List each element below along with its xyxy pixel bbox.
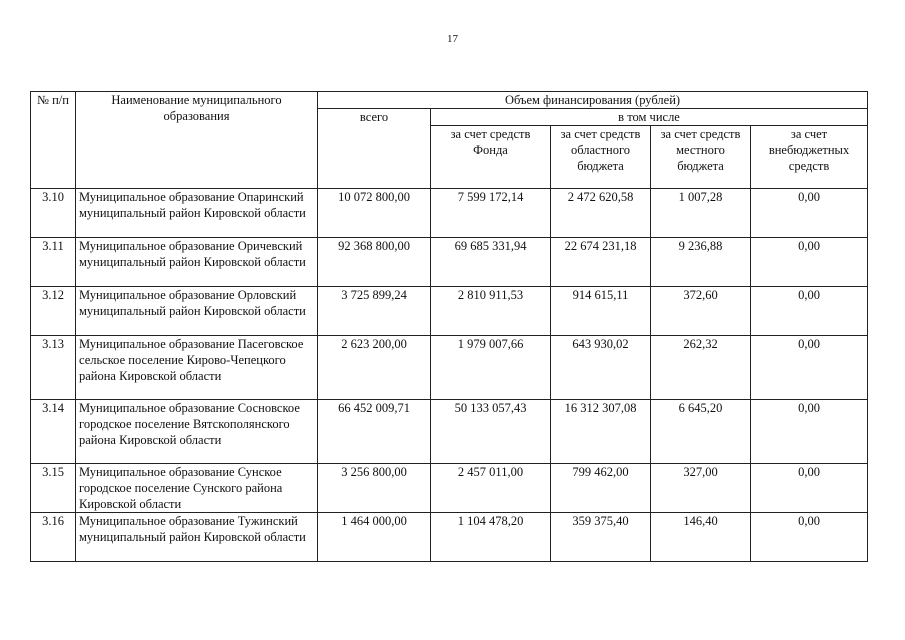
header-num: № п/п <box>31 92 76 189</box>
financing-table <box>30 91 868 562</box>
page-number: 17 <box>447 33 458 45</box>
header-including: в том числе <box>431 109 868 126</box>
row-name: Муниципальное образование Тужинский муниципальный район Кировской области <box>76 513 318 562</box>
row-regional: 914 615,11 <box>551 287 651 336</box>
header-fund: за счет средств Фонда <box>431 126 551 189</box>
row-total: 3 256 800,00 <box>318 464 431 513</box>
row-extra: 0,00 <box>751 336 868 400</box>
row-name: Муниципальное образование Оричевский муниципальный район Кировской области <box>76 238 318 287</box>
table-row <box>31 464 868 513</box>
row-extra: 0,00 <box>751 464 868 513</box>
header-total: всего <box>318 109 431 189</box>
row-name: Муниципальное образование Сосновское городское поселение Вятскополянского района Кировской области <box>76 400 318 464</box>
row-num: 3.15 <box>31 464 76 513</box>
header-funding: Объем финансирования (рублей) <box>318 92 868 109</box>
row-fund: 1 104 478,20 <box>431 513 551 562</box>
table-row <box>31 189 868 238</box>
row-local: 262,32 <box>651 336 751 400</box>
row-name: Муниципальное образование Опаринский муниципальный район Кировской области <box>76 189 318 238</box>
row-extra: 0,00 <box>751 400 868 464</box>
row-regional: 359 375,40 <box>551 513 651 562</box>
row-local: 146,40 <box>651 513 751 562</box>
row-fund: 7 599 172,14 <box>431 189 551 238</box>
row-name: Муниципальное образование Орловский муниципальный район Кировской области <box>76 287 318 336</box>
row-regional: 643 930,02 <box>551 336 651 400</box>
row-total: 1 464 000,00 <box>318 513 431 562</box>
row-total: 10 072 800,00 <box>318 189 431 238</box>
row-num: 3.10 <box>31 189 76 238</box>
row-fund: 1 979 007,66 <box>431 336 551 400</box>
row-fund: 2 457 011,00 <box>431 464 551 513</box>
row-regional: 2 472 620,58 <box>551 189 651 238</box>
row-fund: 50 133 057,43 <box>431 400 551 464</box>
row-num: 3.16 <box>31 513 76 562</box>
row-total: 2 623 200,00 <box>318 336 431 400</box>
header-local: за счет средств местного бюджета <box>651 126 751 189</box>
row-name: Муниципальное образование Сунское городское поселение Сунского района Кировской области <box>76 464 318 513</box>
table-row <box>31 238 868 287</box>
header-name: Наименование муниципального образования <box>76 92 318 189</box>
table-row <box>31 513 868 562</box>
row-name: Муниципальное образование Пасеговское сельское поселение Кирово-Чепецкого района Кировской области <box>76 336 318 400</box>
row-total: 3 725 899,24 <box>318 287 431 336</box>
row-total: 92 368 800,00 <box>318 238 431 287</box>
row-num: 3.11 <box>31 238 76 287</box>
header-extra: за счет внебюджетных средств <box>751 126 868 189</box>
row-extra: 0,00 <box>751 189 868 238</box>
row-num: 3.13 <box>31 336 76 400</box>
row-local: 9 236,88 <box>651 238 751 287</box>
row-local: 6 645,20 <box>651 400 751 464</box>
row-regional: 16 312 307,08 <box>551 400 651 464</box>
table-row <box>31 336 868 400</box>
row-extra: 0,00 <box>751 238 868 287</box>
row-extra: 0,00 <box>751 287 868 336</box>
row-fund: 2 810 911,53 <box>431 287 551 336</box>
row-local: 1 007,28 <box>651 189 751 238</box>
row-total: 66 452 009,71 <box>318 400 431 464</box>
row-regional: 799 462,00 <box>551 464 651 513</box>
row-fund: 69 685 331,94 <box>431 238 551 287</box>
row-local: 372,60 <box>651 287 751 336</box>
row-num: 3.14 <box>31 400 76 464</box>
row-local: 327,00 <box>651 464 751 513</box>
header-regional: за счет средств областного бюджета <box>551 126 651 189</box>
table-row <box>31 287 868 336</box>
table-row <box>31 400 868 464</box>
row-extra: 0,00 <box>751 513 868 562</box>
row-num: 3.12 <box>31 287 76 336</box>
row-regional: 22 674 231,18 <box>551 238 651 287</box>
